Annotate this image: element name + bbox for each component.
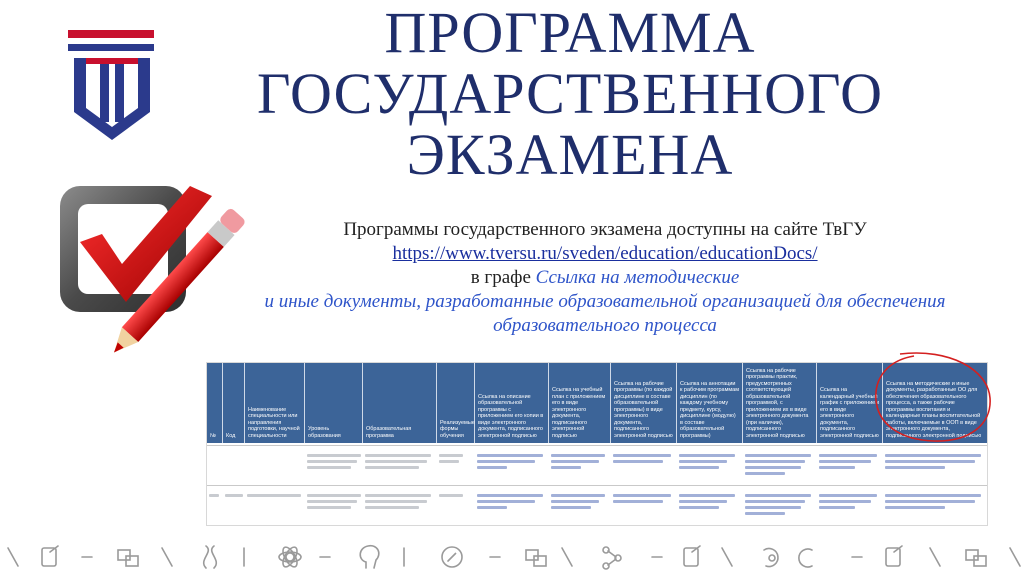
column-header: Ссылка на учебный план с приложением его в виде электронного документа, подписанного электронной подписью bbox=[549, 363, 611, 443]
table-row bbox=[207, 485, 987, 524]
column-name-part-3: образовательного процесса bbox=[493, 315, 717, 336]
column-name-part-1: Ссылка на методические bbox=[535, 267, 740, 288]
university-logo bbox=[66, 28, 158, 146]
table-row bbox=[207, 445, 987, 484]
column-header: Ссылка на методические и иные документы, разработанные ОО для обеспечения образовательного процесса, а также рабочие программы воспитания и календарные планы воспитательной работы, включаемые в ООП в виде электронного документа, подписанного электронной подписью bbox=[886, 380, 982, 439]
column-header: Ссылка на рабочие программы (по каждой дисциплине в составе образовательной программы) в виде электронного документа, подписанного электронной подписью bbox=[611, 363, 677, 443]
column-header: Код bbox=[223, 363, 245, 443]
decorative-icon-strip bbox=[0, 538, 1024, 576]
column-header: Образовательная программа bbox=[363, 363, 437, 443]
column-header: Уровень образования bbox=[305, 363, 363, 443]
info-text bbox=[200, 218, 1010, 338]
column-header: Наименование специальности или направления подготовки, научной специальности bbox=[245, 363, 305, 443]
column-header: № bbox=[207, 363, 223, 443]
info-prefix: в графе bbox=[470, 267, 536, 288]
title-line-2: ГОСУДАРСТВЕННОГО bbox=[256, 61, 884, 126]
title-line-3: ЭКЗАМЕНА bbox=[406, 122, 734, 187]
educationdocs-link[interactable]: https://www.tversu.ru/sveden/education/educationDocs/ bbox=[392, 243, 818, 264]
title-line-1: ПРОГРАММА bbox=[384, 0, 756, 65]
column-header: Реализуемые формы обучения bbox=[437, 363, 475, 443]
column-header: Ссылка на рабочие программы практик, предусмотренных соответствующей образовательной программой, с приложением их в виде электронного документа (при наличии), подписанного электронной подписью bbox=[743, 363, 817, 443]
column-header: Ссылка на календарный учебный график с приложением его в виде электронного документа, подписанного электронной подписью bbox=[817, 363, 883, 443]
column-name-part-2: и иные документы, разработанные образовательной организацией для обеспечения bbox=[264, 291, 946, 312]
column-header: Ссылка на описание образовательной программы с приложением его копии в виде электронного документа, подписанного электронной подписью bbox=[475, 363, 549, 443]
highlight-circle-annotation bbox=[870, 350, 994, 445]
column-header: Ссылка на аннотации к рабочим программам дисциплин (по каждому учебному предмету, курсу, дисциплине (модулю) в составе образовательной программы) bbox=[677, 363, 743, 443]
info-line: Программы государственного экзамена доступны на сайте ТвГУ bbox=[343, 219, 867, 240]
slide-title bbox=[250, 2, 890, 185]
